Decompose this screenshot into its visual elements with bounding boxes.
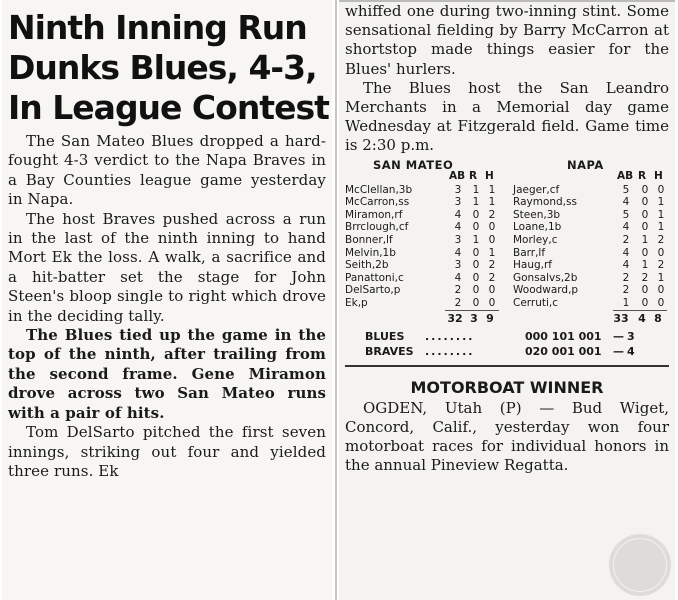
player-r: 0 xyxy=(641,208,649,221)
player-h: 2 xyxy=(488,208,496,221)
player-h: 1 xyxy=(657,271,665,284)
player-row xyxy=(345,272,675,285)
line-team: BRAVES xyxy=(365,344,414,358)
player-name: Morley,c xyxy=(513,234,558,247)
player-name: DelSarto,p xyxy=(345,284,401,297)
line-total: 4 xyxy=(627,344,635,358)
player-row xyxy=(345,247,675,260)
player-name: Jaeger,cf xyxy=(513,183,560,196)
paragraph-3: The Blues tied up the game in the top of the ninth, after trailing from the second frame. Gene Miramon drove across two San Mateo runs with a pair of hits. xyxy=(8,326,326,422)
napa-totals-rule xyxy=(613,310,667,311)
player-name: McCarron,ss xyxy=(345,196,410,209)
player-ab: 2 xyxy=(622,271,630,284)
player-ab: 3 xyxy=(454,183,462,196)
player-h: 0 xyxy=(488,297,496,310)
watermark-ring xyxy=(613,538,667,592)
player-h: 2 xyxy=(657,259,665,272)
napa-total-h: 8 xyxy=(654,311,662,325)
headline xyxy=(8,8,332,128)
player-name: Seith,2b xyxy=(345,259,389,272)
player-name: Loane,1b xyxy=(513,221,562,234)
player-h: 2 xyxy=(657,234,665,247)
napa-total-r: 4 xyxy=(638,311,646,325)
player-row xyxy=(345,259,675,272)
paragraph-2: The host Braves pushed across a run in the last of the ninth inning to hand Mort Ek the loss. A walk, a sacrifice and a hit-batter set the stage for John Steen's bloop single to right which drove in the deciding tally. xyxy=(8,209,326,325)
line-innings: 020 001 001 xyxy=(525,344,602,358)
headline-line-3: In League Contest xyxy=(8,88,329,127)
player-r: 0 xyxy=(641,183,649,196)
player-r: 0 xyxy=(641,284,649,297)
player-name: Bonner,lf xyxy=(345,234,393,247)
article-body xyxy=(8,132,326,481)
player-r: 1 xyxy=(472,196,480,209)
player-r: 0 xyxy=(472,271,480,284)
player-name: Gonsalvs,2b xyxy=(513,271,578,284)
line-total: 3 xyxy=(627,329,635,343)
player-ab: 5 xyxy=(622,183,630,196)
player-name: Ek,p xyxy=(345,297,368,310)
motorboat-story xyxy=(345,399,669,476)
player-r: 0 xyxy=(641,246,649,259)
player-r: 2 xyxy=(641,271,649,284)
player-row xyxy=(345,297,675,310)
player-ab: 4 xyxy=(622,259,630,272)
player-ab: 4 xyxy=(454,208,462,221)
subhead-motorboat: MOTORBOAT WINNER xyxy=(410,377,604,397)
player-r: 0 xyxy=(472,284,480,297)
player-r: 0 xyxy=(472,221,480,234)
player-ab: 1 xyxy=(622,297,630,310)
player-row xyxy=(345,196,675,209)
player-h: 1 xyxy=(488,196,496,209)
box-score xyxy=(345,158,669,368)
right-column xyxy=(339,0,675,600)
motorboat-text: OGDEN, Utah (P) — Bud Wiget, Concord, Calif., yesterday won four motorboat races for individual honors in the annual Pineview Regatta. xyxy=(345,398,669,475)
schedule-paragraph: The Blues host the San Leandro Merchants in a Memorial day game Wednesday at Fitzgerald field. Game time is 2:30 p.m. xyxy=(345,78,669,155)
player-r: 1 xyxy=(472,183,480,196)
player-r: 0 xyxy=(472,246,480,259)
top-rule xyxy=(339,0,675,2)
player-r: 0 xyxy=(472,259,480,272)
player-ab: 4 xyxy=(622,246,630,259)
sm-total-r: 3 xyxy=(470,311,478,325)
player-ab: 3 xyxy=(454,234,462,247)
sm-header-r: R xyxy=(469,169,478,182)
line-dots: ........ xyxy=(425,329,475,343)
line-innings: 000 101 001 xyxy=(525,329,602,343)
player-ab: 2 xyxy=(622,284,630,297)
player-ab: 2 xyxy=(622,234,630,247)
player-ab: 2 xyxy=(454,297,462,310)
player-r: 1 xyxy=(472,234,480,247)
player-row xyxy=(345,221,675,234)
player-r: 0 xyxy=(641,297,649,310)
sm-header-ab: AB xyxy=(449,169,466,182)
player-h: 1 xyxy=(657,196,665,209)
player-r: 0 xyxy=(472,297,480,310)
player-name: Panattoni,c xyxy=(345,271,404,284)
player-r: 1 xyxy=(641,234,649,247)
article-continuation xyxy=(345,2,669,156)
player-name: Miramon,rf xyxy=(345,208,403,221)
player-name: Melvin,1b xyxy=(345,246,396,259)
player-row xyxy=(345,284,675,297)
napa-header-r: R xyxy=(638,169,647,182)
player-name: Raymond,ss xyxy=(513,196,577,209)
napa-header-ab: AB xyxy=(617,169,634,182)
team-san-mateo: SAN MATEO xyxy=(373,157,454,172)
player-h: 1 xyxy=(488,246,496,259)
player-h: 0 xyxy=(657,284,665,297)
sm-header-h: H xyxy=(485,169,494,182)
player-h: 2 xyxy=(488,271,496,284)
player-h: 2 xyxy=(488,259,496,272)
player-h: 0 xyxy=(488,234,496,247)
player-h: 0 xyxy=(657,246,665,259)
box-bottom-rule xyxy=(345,365,669,367)
player-name: Steen,3b xyxy=(513,208,561,221)
player-ab: 3 xyxy=(454,259,462,272)
napa-total-ab: 33 xyxy=(613,311,629,325)
column-divider xyxy=(335,0,337,600)
paragraph-1: The San Mateo Blues dropped a hard-fought 4-3 verdict to the Napa Braves in a Bay Counties league game yesterday in Napa. xyxy=(8,132,326,209)
headline-line-1: Ninth Inning Run xyxy=(8,8,307,47)
sm-total-h: 9 xyxy=(486,311,494,325)
player-h: 0 xyxy=(657,297,665,310)
player-ab: 4 xyxy=(454,271,462,284)
player-h: 1 xyxy=(657,208,665,221)
player-row xyxy=(345,234,675,247)
headline-line-2: Dunks Blues, 4-3, xyxy=(8,48,317,87)
player-ab: 4 xyxy=(622,196,630,209)
player-name: Haug,rf xyxy=(513,259,553,272)
sm-totals-rule xyxy=(445,310,499,311)
player-h: 1 xyxy=(488,183,496,196)
player-ab: 5 xyxy=(622,208,630,221)
player-name: Barr,lf xyxy=(513,246,546,259)
player-h: 0 xyxy=(657,183,665,196)
paragraph-4: Tom DelSarto pitched the first seven innings, striking out four and yielded three runs. Ek xyxy=(8,423,326,480)
player-row xyxy=(345,209,675,222)
player-h: 1 xyxy=(657,221,665,234)
player-name: McClellan,3b xyxy=(345,183,413,196)
player-ab: 4 xyxy=(454,221,462,234)
napa-header-h: H xyxy=(654,169,663,182)
sm-total-ab: 32 xyxy=(447,311,463,325)
player-r: 0 xyxy=(641,196,649,209)
player-r: 0 xyxy=(641,221,649,234)
player-r: 0 xyxy=(472,208,480,221)
left-column xyxy=(2,0,332,600)
watermark-seal-icon xyxy=(609,534,671,596)
line-dots: ........ xyxy=(425,344,475,358)
line-team: BLUES xyxy=(365,329,405,343)
player-h: 0 xyxy=(488,221,496,234)
line-sep: — xyxy=(613,329,624,343)
player-row xyxy=(345,184,675,197)
player-h: 0 xyxy=(488,284,496,297)
player-name: Cerruti,c xyxy=(513,297,559,310)
player-ab: 2 xyxy=(454,284,462,297)
team-napa: NAPA xyxy=(567,157,604,172)
line-sep: — xyxy=(613,344,624,358)
player-ab: 4 xyxy=(622,221,630,234)
player-r: 1 xyxy=(641,259,649,272)
player-name: Brrclough,cf xyxy=(345,221,409,234)
player-name: Woodward,p xyxy=(513,284,579,297)
continuation-text: whiffed one during two-inning stint. Some sensational fielding by Barry McCarron at shortstop made things easier for the Blues' hurlers. xyxy=(345,2,669,78)
player-ab: 4 xyxy=(454,246,462,259)
player-ab: 3 xyxy=(454,196,462,209)
